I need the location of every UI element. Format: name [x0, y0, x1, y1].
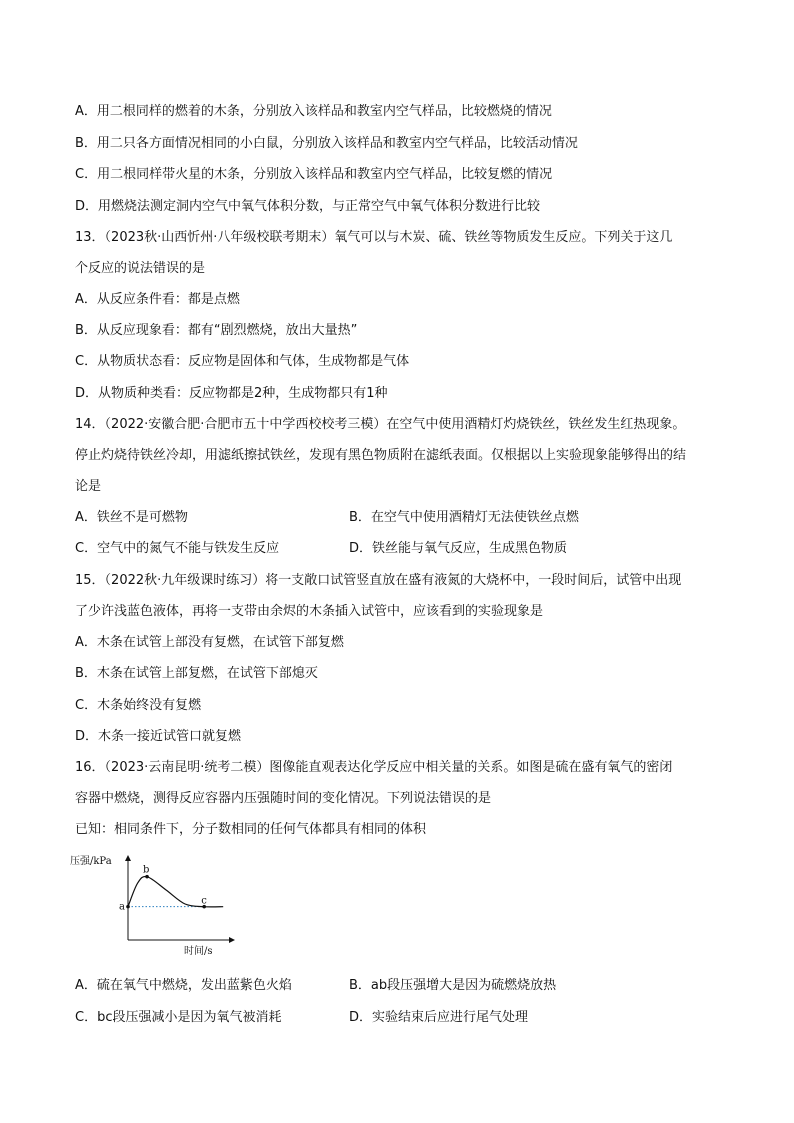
- q13-stem-line1: 13．（2023秋·山西忻州·八年级校联考期末）氧气可以与木炭、硫、铁丝等物质发生反应。下列关于这几: [75, 230, 673, 245]
- q16-option-d: D．实验结束后应进行尾气处理: [349, 1010, 529, 1025]
- q15-option-b: B．木条在试管上部复燃，在试管下部熄灭: [75, 666, 318, 681]
- q16-options-row2: [75, 1010, 529, 1026]
- y-axis-label: 压强/kPa: [70, 856, 112, 867]
- q14-option-d: D．铁丝能与氧气反应，生成黑色物质: [349, 541, 568, 556]
- q16-option-a: A．硫在氧气中燃烧，发出蓝紫色火焰: [75, 978, 292, 993]
- q12-option-d: D．用燃烧法测定洞内空气中氧气体积分数，与正常空气中氧气体积分数进行比较: [75, 199, 541, 214]
- q15-option-a: A．木条在试管上部没有复燃，在试管下部复燃: [75, 635, 344, 650]
- q16-stem-line1: 16．（2023·云南昆明·统考二模）图像能直观表达化学反应中相关量的关系。如图是硫在盛有氧气的密闭: [75, 760, 673, 775]
- point-a-label: a: [119, 901, 125, 913]
- point-c-label: c: [201, 895, 207, 907]
- point-a-marker: [126, 905, 130, 909]
- point-b-label: b: [143, 864, 150, 876]
- q16-note: 已知：相同条件下，分子数相同的任何气体都具有相同的体积: [75, 822, 427, 837]
- q13-option-a: A．从反应条件看：都是点燃: [75, 292, 240, 307]
- x-axis-label: 时间/s: [184, 946, 213, 957]
- q14-stem-line3: 论是: [75, 479, 102, 494]
- q16-option-b: B．ab段压强增大是因为硫燃烧放热: [349, 978, 557, 993]
- q14-option-a: A．铁丝不是可燃物: [75, 510, 188, 525]
- q15-option-d: D．木条一接近试管口就复燃: [75, 729, 242, 744]
- q12-option-c: C．用二根同样带火星的木条，分别放入该样品和教室内空气样品，比较复燃的情况: [75, 167, 553, 182]
- q13-stem-line2: 个反应的说法错误的是: [75, 261, 206, 276]
- q14-stem-line2: 停止灼烧待铁丝冷却，用滤纸擦拭铁丝，发现有黑色物质附在滤纸表面。仅根据以上实验现象能够得出的结: [75, 448, 687, 463]
- q14-options-row1: [75, 510, 579, 526]
- q15-stem-line1: 15．（2022秋·九年级课时练习）将一支敞口试管竖直放在盛有液氮的大烧杯中，一段时间后，试管中出现: [75, 573, 682, 588]
- q13-option-d: D．从物质种类看：反应物都是2种，生成物都只有1种: [75, 386, 388, 401]
- pressure-time-chart: [60, 850, 260, 960]
- q16-option-c: C．bc段压强减小是因为氧气被消耗: [75, 1010, 282, 1025]
- q14-option-c: C．空气中的氮气不能与铁发生反应: [75, 541, 280, 556]
- q14-stem-line1: 14．（2022·安徽合肥·合肥市五十中学西校校考三模）在空气中使用酒精灯灼烧铁丝，铁丝发生红热现象。: [75, 417, 686, 432]
- q15-stem-line2: 了少许浅蓝色液体，再将一支带由余烬的木条插入试管中，应该看到的实验现象是: [75, 604, 544, 619]
- pressure-curve: [128, 876, 223, 906]
- q16-options-row1: [75, 978, 557, 994]
- q13-option-b: B．从反应现象看：都有“剧烈燃烧，放出大量热”: [75, 323, 358, 338]
- q15-option-c: C．木条始终没有复燃: [75, 698, 202, 713]
- q13-option-c: C．从物质状态看：反应物是固体和气体，生成物都是气体: [75, 354, 410, 369]
- q12-option-b: B．用二只各方面情况相同的小白鼠，分别放入该样品和教室内空气样品，比较活动情况: [75, 136, 578, 151]
- q14-option-b: B．在空气中使用酒精灯无法使铁丝点燃: [349, 510, 579, 525]
- q12-option-a: A．用二根同样的燃着的木条，分别放入该样品和教室内空气样品，比较燃烧的情况: [75, 104, 552, 119]
- q14-options-row2: [75, 541, 568, 557]
- q16-stem-line2: 容器中燃烧，测得反应容器内压强随时间的变化情况。下列说法错误的是: [75, 791, 492, 806]
